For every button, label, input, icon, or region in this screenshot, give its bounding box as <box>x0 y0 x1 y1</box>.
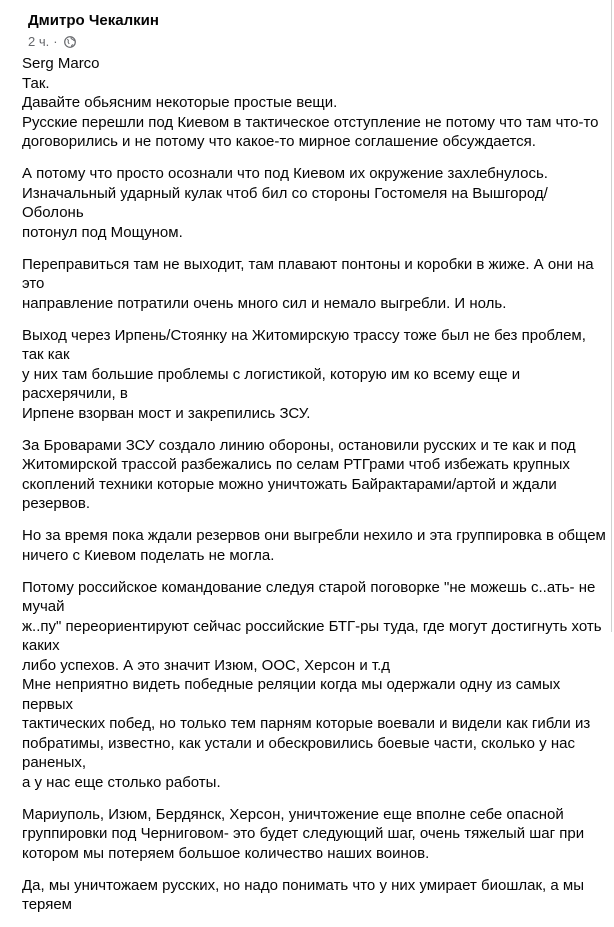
post-text-line: За Броварами ЗСУ создало линию обороны, остановили русских и те как и под <box>22 436 576 454</box>
post-text-line: либо успехов. А это значит Изюм, ООС, Херсон и т.д <box>22 656 391 674</box>
feed-border <box>611 0 612 632</box>
post-paragraph <box>22 54 606 152</box>
post-text-line: Переправиться там не выходит, там плавают понтоны и коробки в жиже. А они на это <box>22 255 594 292</box>
post-text-line: скоплений техники которые можно уничтожать Байрактарами/артой и ждали резервов. <box>22 475 557 512</box>
globe-icon[interactable] <box>64 36 76 48</box>
post-author-name[interactable]: Дмитро Чекалкин <box>28 12 159 29</box>
post-text-line: Мариуполь, Изюм, Бердянск, Херсон, уничтожение еще вполне себе опасной <box>22 805 564 823</box>
post-text-line: А потому что просто осознали что под Киевом их окружение захлебнулось. <box>22 165 548 182</box>
post-timestamp[interactable]: 2 ч. <box>28 34 50 49</box>
post-text-line: Изначальный ударный кулак чтоб бил со стороны Гостомеля на Вышгород/Оболонь <box>22 184 548 221</box>
post-text-line: Мне неприятно видеть победные реляции когда мы одержали одну из самых первых <box>22 676 561 713</box>
post-paragraph <box>22 526 606 565</box>
post-text-line: Выход через Ирпень/Стоянку на Житомирскую трассу тоже был не без проблем, так как <box>22 326 586 363</box>
post-meta <box>28 34 76 49</box>
post-text-line: Потому российское командование следуя старой поговорке "не можешь с..ать- не мучай <box>22 578 596 615</box>
post-paragraph <box>22 164 606 242</box>
post-paragraph <box>22 805 606 864</box>
post-text-line: договорились и не потому что какое-то мирное соглашение обсуждается. <box>22 133 536 150</box>
post-text-line: Житомирской трассой разбежались по селам РТГрами чтоб избежать крупных <box>22 456 570 473</box>
post-paragraph <box>22 326 606 424</box>
post-text-line: Так. <box>22 74 50 92</box>
post-paragraph <box>22 436 606 514</box>
post-text-line: побратимы, известно, как устали и обескровились боевые части, сколько у нас раненых, <box>22 734 575 771</box>
post-text-line: потонул под Мощуном. <box>22 223 183 241</box>
post-text-line: Да, мы уничтожаем русских, но надо понимать что у них умирает биошлак, а мы теряем <box>22 876 584 913</box>
post-text-line: Но за время пока ждали резервов они выгребли нехило и эта группировка в общем <box>22 527 606 544</box>
post-text-line: а у нас еще столько работы. <box>22 773 221 791</box>
post-text-line: Serg Marco <box>22 55 100 72</box>
post-text <box>22 54 606 927</box>
post-text-line: ж..пу" переориентируют сейчас российские БТГ-ры туда, где могут достигнуть хоть каких <box>22 617 602 654</box>
meta-separator: · <box>53 34 58 49</box>
post-paragraph <box>22 255 606 314</box>
post-text-line: Русские перешли под Киевом в тактическое отступление не потому что там что-то <box>22 113 599 131</box>
post-text-line: Ирпене взорван мост и закрепились ЗСУ. <box>22 404 311 422</box>
post-text-line: тактических побед, но только тем парням которые воевали и видели как гибли из <box>22 715 591 732</box>
post-paragraph <box>22 876 606 915</box>
post-text-line: направление потратили очень много сил и немало выгребли. И ноль. <box>22 294 507 312</box>
post-paragraph <box>22 578 606 793</box>
post-text-line: котором мы потеряем большое количество наших воинов. <box>22 844 430 862</box>
post-text-line: Давайте обьясним некоторые простые вещи. <box>22 94 338 111</box>
post-text-line: у них там большие проблемы с логистикой, которую им ко всему еще и расхерячили, в <box>22 365 521 402</box>
post-text-line: ничего с Киевом поделать не могла. <box>22 546 275 564</box>
post-text-line: группировки под Черниговом- это будет следующий шаг, очень тяжелый шаг при <box>22 825 585 842</box>
